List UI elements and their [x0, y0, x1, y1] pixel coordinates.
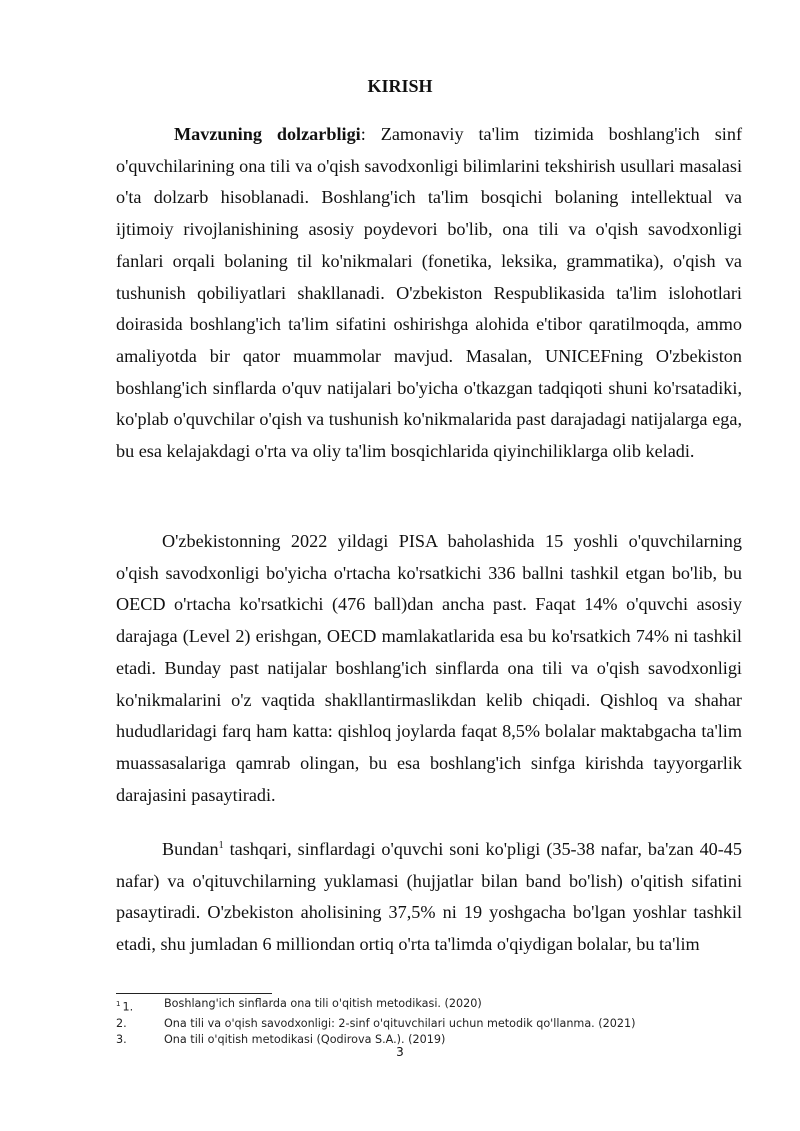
footnote-number: 2. — [116, 1016, 127, 1030]
footnote-item — [116, 1016, 756, 1032]
paragraph-pisa — [116, 526, 742, 811]
footnote-reference[interactable]: 1 — [218, 839, 224, 851]
paragraph-text — [116, 119, 742, 468]
footnote-divider — [116, 993, 272, 994]
footnotes — [116, 996, 756, 1048]
paragraph-body: : Zamonaviy ta'lim tizimida boshlang'ich sinf o'quvchilarining ona tili va o'qish savodxonligi bilimlarini tekshirish usullari masalasi o'ta dolzarb hisoblanadi. Boshlang'ich ta'lim bosqichi bolaning intellektual va ijtimoiy rivojlanishining asosiy poydevori bo'lib, ona tili va o'qish savodxonligi fanlari orqali bolaning til ko'nikmalari (fonetika, leksika, grammatika), o'qish va tushunish qobiliyatlari shakllanadi. O'zbekiston Respublikasida ta'lim islohotlari doirasida boshlang'ich ta'lim sifatini oshirishga alohida e'tibor qaratilmoqda, ammo amaliyotda bir qator muammolar mavjud. Masalan, UNICEFning O'zbekiston boshlang'ich sinflarda o'quv natijalari bo'yicha o'tkazgan tadqiqoti shuni ko'rsatadiki, ko'plab o'quvchilar o'qish va tushunish ko'nikmalarida past darajadagi natijalarga ega, bu esa kelajakdagi o'rta va oliy ta'lim bosqichlarida qiyinchiliklarga olib keladi. — [116, 124, 742, 462]
footnote-item — [116, 996, 756, 1016]
page-number: 3 — [396, 1045, 404, 1059]
paragraph-body: tashqari, sinflardagi o'quvchi soni ko'pligi (35-38 nafar, ba'zan 40-45 nafar) va o'qituvchilarning yuklamasi (hujjatlar bilan band bo'lish) o'qitish sifatini pasaytiradi. O'zbekiston aholisining 37,5% ni 19 yoshgacha bo'lgan yoshlar tashkil etadi, shu jumladan 6 milliondan ortiq o'rta ta'limda o'qiydigan bolalar, bu ta'lim — [116, 839, 742, 955]
paragraph-class-size — [116, 834, 742, 961]
paragraph-text: O'zbekistonning 2022 yildagi PISA baholashida 15 yoshli o'quvchilarning o'qish savodxonligi bo'yicha o'rtacha ko'rsatkichi 336 ballni tashkil etgan bo'lib, bu OECD o'rtacha ko'rsatkichi (476 ball)dan ancha past. Faqat 14% o'quvchi asosiy darajaga (Level 2) erishgan, OECD mamlakatlarida esa bu ko'rsatkich 74% ni tashkil etadi. Bunday past natijalar boshlang'ich sinflarda ona tili va o'qish savodxonligi ko'nikmalarini o'z vaqtida shakllantirmaslikdan kelib chiqadi. Qishloq va shahar hududlaridagi farq ham katta: qishloq joylarda faqat 8,5% bolalar maktabgacha ta'lim muassasalariga qamrab olingan, bu esa boshlang'ich sinfga kirishda tayyorgarlik darajasini pasaytiradi. — [116, 531, 742, 805]
paragraph-start: Bundan — [162, 839, 219, 859]
page-title: KIRISH — [367, 76, 433, 96]
footnote-text: Ona tili o'qitish metodikasi (Qodirova S.A.). (2019) — [164, 1032, 446, 1046]
footnote-number — [116, 996, 164, 1016]
footnote-number: 3. — [116, 1032, 127, 1046]
footnote-text: Boshlang'ich sinflarda ona tili o'qitish metodikasi. (2020) — [164, 997, 482, 1010]
paragraph-relevance — [116, 119, 742, 468]
paragraph-lead: Mavzuning dolzarbligi — [174, 124, 361, 144]
paragraph-text — [116, 834, 742, 961]
footnote-text: Ona tili va o'qish savodxonligi: 2-sinf o'qituvchilari uchun metodik qo'llanma. (2021) — [164, 1016, 636, 1030]
footnote-index: 1. — [122, 1000, 134, 1014]
footnote-sup: 1 — [116, 1000, 121, 1008]
